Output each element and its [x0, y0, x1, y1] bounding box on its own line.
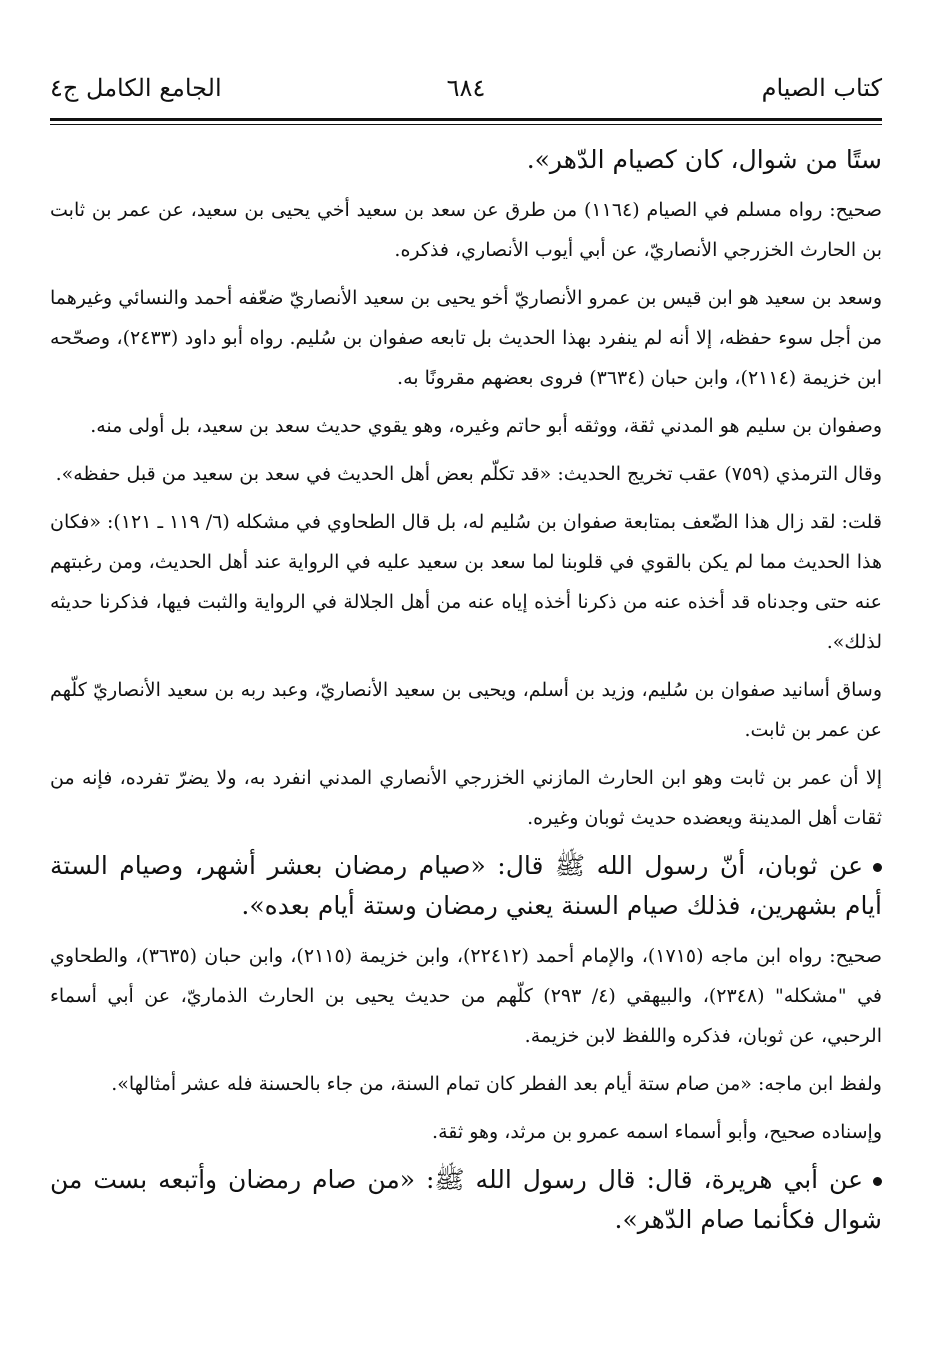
- text-paragraph: [50, 670, 882, 750]
- paragraph-text: صحيح: رواه مسلم في الصيام (١١٦٤) من طرق عن سعد بن سعيد أخي يحيى بن سعيد، عن عمر بن ثابت بن الحارث الخزرجي الأنصاريّ، عن أبي أيوب الأنصاري، فذكره.: [50, 199, 882, 261]
- hadith-paragraph: [50, 1160, 882, 1240]
- paragraph-text: عن أبي هريرة، قال: قال رسول الله ﷺ: «من صام رمضان وأتبعه بست من شوال فكأنما صام الدّهر».: [50, 1165, 882, 1234]
- text-paragraph: [50, 278, 882, 398]
- paragraph-text: وقال الترمذي (٧٥٩) عقب تخريج الحديث: «قد تكلّم بعض أهل الحديث في سعد بن سعيد من قبل حفظه».: [55, 463, 882, 485]
- paragraph-text: وساق أسانيد صفوان بن سُليم، وزيد بن أسلم، ويحيى بن سعيد الأنصاريّ، وعبد ربه بن سعيد الأنصاريّ كلّهم عن عمر بن ثابت.: [50, 679, 882, 741]
- book-title: الجامع الكامل ج٤: [50, 74, 222, 102]
- text-paragraph: [50, 502, 882, 662]
- header-rule-thin: [50, 124, 882, 125]
- text-paragraph: [50, 1112, 882, 1152]
- text-paragraph: [50, 140, 882, 180]
- paragraph-text: وصفوان بن سليم هو المدني ثقة، ووثقه أبو حاتم وغيره، وهو يقوي حديث سعد بن سعيد، بل أولى منه.: [90, 415, 882, 437]
- bullet-icon: [873, 863, 882, 872]
- paragraph-text: إلا أن عمر بن ثابت وهو ابن الحارث المازني الخزرجي الأنصاري المدني انفرد به، ولا يضرّ تفرده، فإنه من ثقات أهل المدينة ويعضده حديث ثوبان وغيره.: [50, 767, 882, 829]
- text-paragraph: [50, 406, 882, 446]
- paragraph-text: وسعد بن سعيد هو ابن قيس بن عمرو الأنصاريّ أخو يحيى بن سعيد الأنصاريّ ضعّفه أحمد والنسائي وغيرهما من أجل سوء حفظه، إلا أنه لم ينفرد بهذا الحديث بل تابعه صفوان بن سُليم. رواه أبو داود (٢٤٣٣)، وصحّحه ابن خزيمة (٢١١٤)، وابن حبان (٣٦٣٤) فروى بعضهم مقرونًا به.: [50, 287, 883, 389]
- header-rule-thick: [50, 118, 882, 121]
- paragraph-text: ولفظ ابن ماجه: «من صام ستة أيام بعد الفطر كان تمام السنة، من جاء بالحسنة فله عشر أمثالها».: [111, 1073, 882, 1095]
- text-paragraph: [50, 1064, 882, 1104]
- text-paragraph: [50, 190, 882, 270]
- page-number: ٦٨٤: [446, 74, 486, 102]
- chapter-title: كتاب الصيام: [761, 74, 882, 102]
- text-paragraph: [50, 758, 882, 838]
- paragraph-text: صحيح: رواه ابن ماجه (١٧١٥)، والإمام أحمد (٢٢٤١٢)، وابن خزيمة (٢١١٥)، وابن حبان (٣٦٣٥)، والطحاوي في "مشكله" (٢٣٤٨)، والبيهقي (٤/ ٢٩٣) كلّهم من حديث يحيى بن الحارث الذماريّ، عن أبي أسماء الرحبي، عن ثوبان، فذكره واللفظ لابن خزيمة.: [50, 945, 882, 1047]
- paragraph-text: ستًا من شوال، كان كصيام الدّهر».: [526, 145, 882, 174]
- paragraph-text: قلت: لقد زال هذا الضّعف بمتابعة صفوان بن سُليم له، بل قال الطحاوي في مشكله (٦/ ١١٩ ـ ١٢١): «فكان هذا الحديث مما لم يكن بالقوي في قلوبنا لما سعد بن سعيد عليه في الرواية عند أهل الحديث، ومن رغبتهم عنه حتى وجدناه قد أخذه عنه من ذكرنا أخذه إياه عنه من أهل الجلالة في الرواية والثبت فيها، فذكرنا حديثه لذلك».: [50, 511, 882, 653]
- paragraph-text: عن ثوبان، أنّ رسول الله ﷺ قال: «صيام رمضان بعشر أشهر، وصيام الستة أيام بشهرين، فذلك صيام السنة يعني رمضان وستة أيام بعده».: [50, 851, 882, 920]
- bullet-icon: [873, 1177, 882, 1186]
- page-header: [50, 74, 882, 114]
- paragraph-text: وإسناده صحيح، وأبو أسماء اسمه عمرو بن مرثد، وهو ثقة.: [432, 1121, 882, 1143]
- hadith-paragraph: [50, 846, 882, 926]
- book-page: [50, 0, 882, 1369]
- page-body: [50, 140, 882, 1250]
- text-paragraph: [50, 454, 882, 494]
- text-paragraph: [50, 936, 882, 1056]
